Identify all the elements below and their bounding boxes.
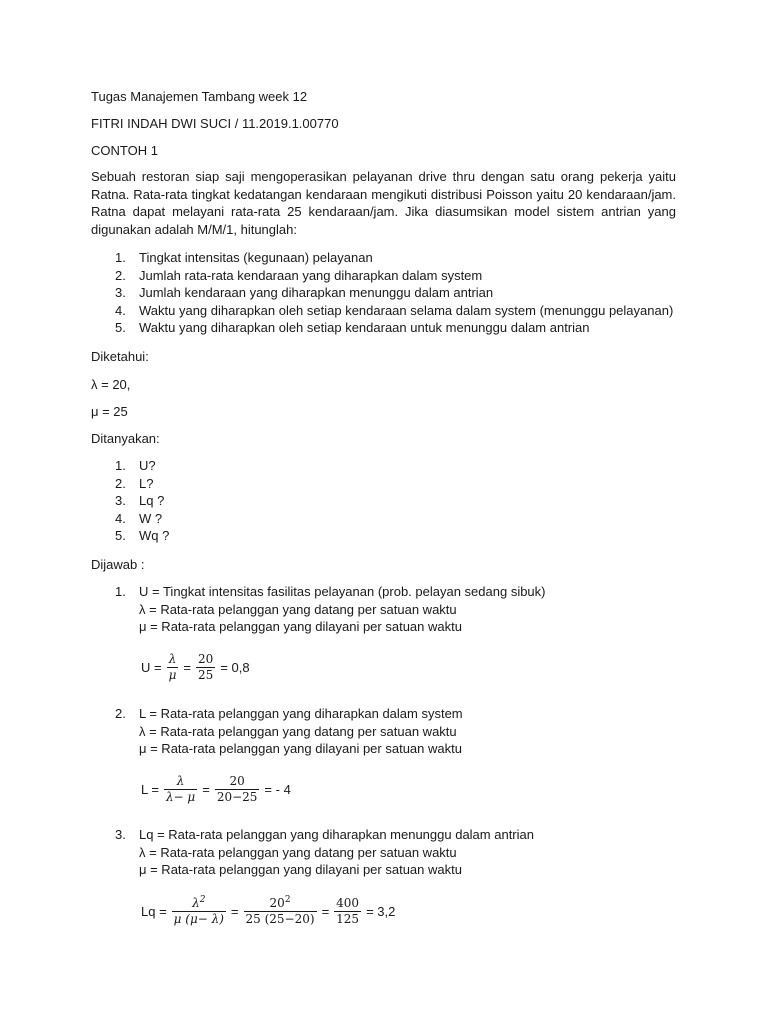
list-item: 3. Lq = Rata-rata pelanggan yang diharapkan menunggu dalam antrian λ = Rata-rata pelanggan yang datang per satuan waktu μ = Rata-rata pelanggan yang dilayani per satuan waktu <box>115 827 534 877</box>
asked-heading: Ditanyakan: <box>91 431 160 446</box>
equation-l: L = $\frac{\lambda}{\lambda- \mu}$ = $\frac{20}{20-25}$ = - 4 <box>141 774 291 804</box>
list-item: 2. Jumlah rata-rata kendaraan yang diharapkan dalam system <box>115 267 483 283</box>
answer-step-3 <box>91 826 676 879</box>
problem-paragraph: Sebuah restoran siap saji mengoperasikan pelayanan drive thru dengan satu orang pekerja yaitu Ratna. Rata-rata tingkat kedatangan kendaraan mengikuti distribusi Poisson yaitu 20 kendaraan/jam. Ratna dapat melayani rata-rata 25 kendaraan/jam. Jika diasumsikan model sistem antrian yang digunakan adalah M/M/1, hitunglah: <box>91 169 676 237</box>
problem-list <box>91 249 676 337</box>
list-item: 4. Waktu yang diharapkan oleh setiap kendaraan selama dalam system (menunggu pelayanan) <box>115 302 674 318</box>
known-heading: Diketahui: <box>91 349 149 364</box>
answer-step-1 <box>91 583 676 636</box>
section-heading: CONTOH 1 <box>91 143 158 158</box>
known-lambda: λ = 20, <box>91 377 131 392</box>
equation-u: U = $\frac{\lambda}{\mu}$ = $\frac{20}{25}$ = 0,8 <box>141 652 250 682</box>
list-item: 2. L = Rata-rata pelanggan yang diharapkan dalam system λ = Rata-rata pelanggan yang datang per satuan waktu μ = Rata-rata pelanggan yang dilayani per satuan waktu <box>115 706 463 756</box>
answer-heading: Dijawab : <box>91 557 145 572</box>
list-item: 1. U = Tingkat intensitas fasilitas pelayanan (prob. pelayan sedang sibuk) λ = Rata-rata pelanggan yang datang per satuan waktu μ = Rata-rata pelanggan yang dilayani per satuan waktu <box>115 584 546 634</box>
list-item: 5. Wq ? <box>115 528 170 543</box>
list-item: 1. U? <box>115 458 156 473</box>
answer-step-2 <box>91 705 676 758</box>
doc-title: Tugas Manajemen Tambang week 12 <box>91 89 308 104</box>
list-item: 5. Waktu yang diharapkan oleh setiap kendaraan untuk menunggu dalam antrian <box>115 320 590 335</box>
list-item: 2. L? <box>115 475 154 491</box>
list-item: 4. W ? <box>115 510 163 526</box>
list-item: 1. Tingkat intensitas (kegunaan) pelayanan <box>115 250 373 265</box>
known-mu: μ = 25 <box>91 404 128 419</box>
author-line: FITRI INDAH DWI SUCI / 11.2019.1.00770 <box>91 116 339 131</box>
list-item: 3. Lq ? <box>115 493 165 508</box>
list-item: 3. Jumlah kendaraan yang diharapkan menunggu dalam antrian <box>115 285 494 300</box>
equation-lq: Lq = $\frac{\lambda^2}{\mu (\mu- \lambda)}$ = $\frac{20^2}{25 (25-20)}$ = $\frac{400}{125}$ = 3,2 <box>141 895 396 926</box>
asked-list <box>91 457 676 545</box>
